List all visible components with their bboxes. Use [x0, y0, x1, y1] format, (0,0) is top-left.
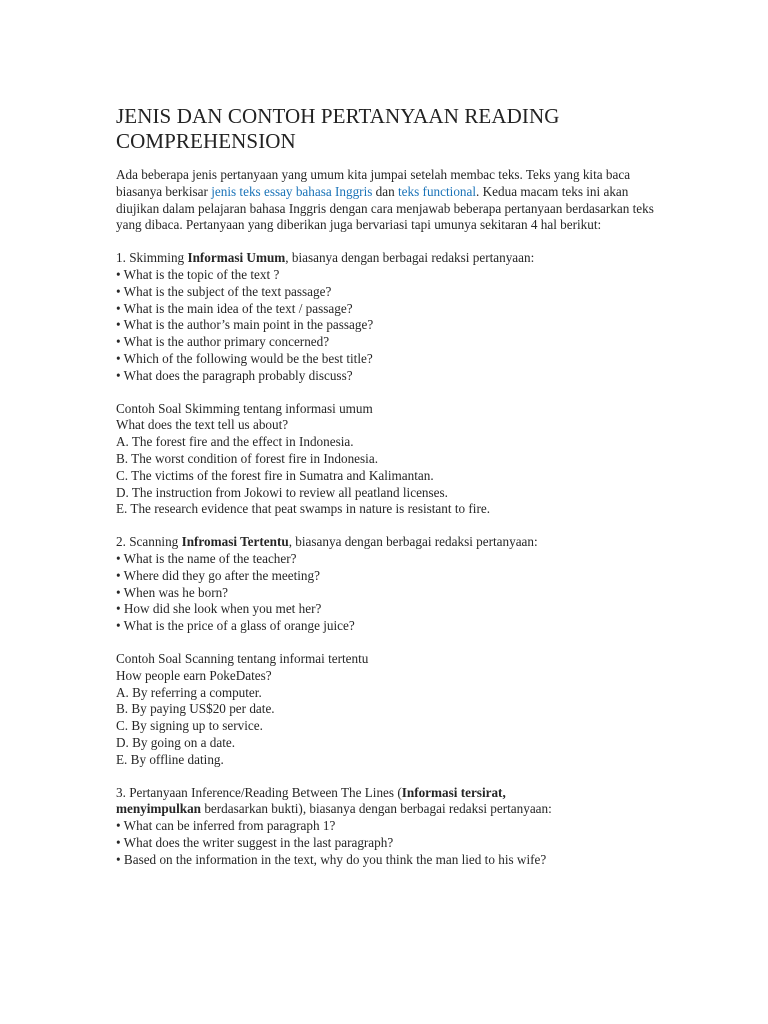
article-body	[116, 104, 656, 884]
section-heading-suffix: , biasanya dengan berbagai redaksi pertanyaan:	[288, 534, 538, 550]
answer-option: C. By signing up to service.	[116, 718, 263, 734]
section-heading-prefix: 2. Scanning	[116, 534, 182, 550]
answer-option: A. The forest fire and the effect in Indonesia.	[116, 434, 354, 450]
example-question: What does the text tell us about?	[116, 417, 289, 433]
answer-option: C. The victims of the forest fire in Sumatra and Kalimantan.	[116, 467, 434, 483]
list-item: • Which of the following would be the best title?	[116, 350, 373, 366]
list-item: • When was he born?	[116, 584, 229, 600]
list-item: • What does the writer suggest in the last paragraph?	[116, 834, 394, 850]
answer-option: D. By going on a date.	[116, 734, 236, 750]
section-heading-bold: Infromasi Tertentu	[181, 534, 289, 550]
list-item: • What does the paragraph probably discuss?	[116, 367, 353, 383]
example-scanning	[116, 651, 656, 769]
list-item: • What is the subject of the text passage?	[116, 283, 332, 299]
example-heading: Contoh Soal Scanning tentang informai tertentu	[116, 650, 369, 666]
list-item: • What is the author’s main point in the passage?	[116, 317, 374, 333]
answer-option: D. The instruction from Jokowi to review all peatland licenses.	[116, 484, 448, 500]
section-heading-bold: menyimpulkan	[116, 801, 202, 817]
answer-option: B. By paying US$20 per date.	[116, 701, 275, 717]
section-heading	[116, 250, 656, 267]
list-item: • What is the name of the teacher?	[116, 550, 297, 566]
example-skimming	[116, 401, 656, 519]
section-heading-cont	[116, 801, 656, 818]
list-item: • How did she look when you met her?	[116, 601, 322, 617]
link-functional-text[interactable]: teks functional	[398, 183, 477, 199]
list-item: • What is the author primary concerned?	[116, 334, 330, 350]
section-heading-prefix: 1. Skimming	[116, 250, 188, 266]
section-skimming	[116, 250, 656, 384]
list-item: • What is the main idea of the text / passage?	[116, 300, 353, 316]
answer-option: A. By referring a computer.	[116, 684, 262, 700]
section-heading-suffix: , biasanya dengan berbagai redaksi pertanyaan:	[285, 250, 535, 266]
section-scanning	[116, 534, 656, 635]
example-question: How people earn PokeDates?	[116, 667, 272, 683]
section-heading	[116, 785, 656, 802]
section-heading-bold: Informasi tersirat,	[401, 784, 506, 800]
section-heading	[116, 534, 656, 551]
intro-text-1: Ada beberapa jenis pertanyaan yang umum kita jumpai setelah membac teks. Teks yang kita baca biasanya berkisar	[116, 167, 631, 199]
list-item: • What is the price of a glass of orange juice?	[116, 618, 355, 634]
list-item: • What can be inferred from paragraph 1?	[116, 818, 336, 834]
intro-text-3: . Kedua macam teks ini akan diujikan dalam pelajaran bahasa Inggris dengan cara menjawab beberapa pertanyaan berdasarkan teks yang dibaca. Pertanyaan yang diberikan juga bervariasi tapi umunya sekitaran 4 hal berikut:	[116, 183, 654, 233]
list-item: • What is the topic of the text ?	[116, 266, 280, 282]
section-heading-prefix: 3. Pertanyaan Inference/Reading Between The Lines (	[116, 784, 402, 800]
list-item: • Where did they go after the meeting?	[116, 567, 320, 583]
section-heading-bold: Informasi Umum	[187, 250, 286, 266]
example-heading: Contoh Soal Skimming tentang informasi umum	[116, 400, 373, 416]
section-heading-suffix: berdasarkan bukti), biasanya dengan berbagai redaksi pertanyaan:	[201, 801, 552, 817]
section-inference	[116, 785, 656, 869]
link-essay-text[interactable]: jenis teks essay bahasa Inggris	[211, 183, 373, 199]
answer-option: E. By offline dating.	[116, 751, 224, 767]
answer-option: E. The research evidence that peat swamps in nature is resistant to fire.	[116, 501, 490, 517]
intro-paragraph	[116, 167, 656, 234]
intro-text-2: dan	[372, 183, 399, 199]
answer-option: B. The worst condition of forest fire in Indonesia.	[116, 450, 378, 466]
list-item: • Based on the information in the text, why do you think the man lied to his wife?	[116, 851, 547, 867]
page-title: JENIS DAN CONTOH PERTANYAAN READING COMPREHENSION	[116, 104, 560, 153]
